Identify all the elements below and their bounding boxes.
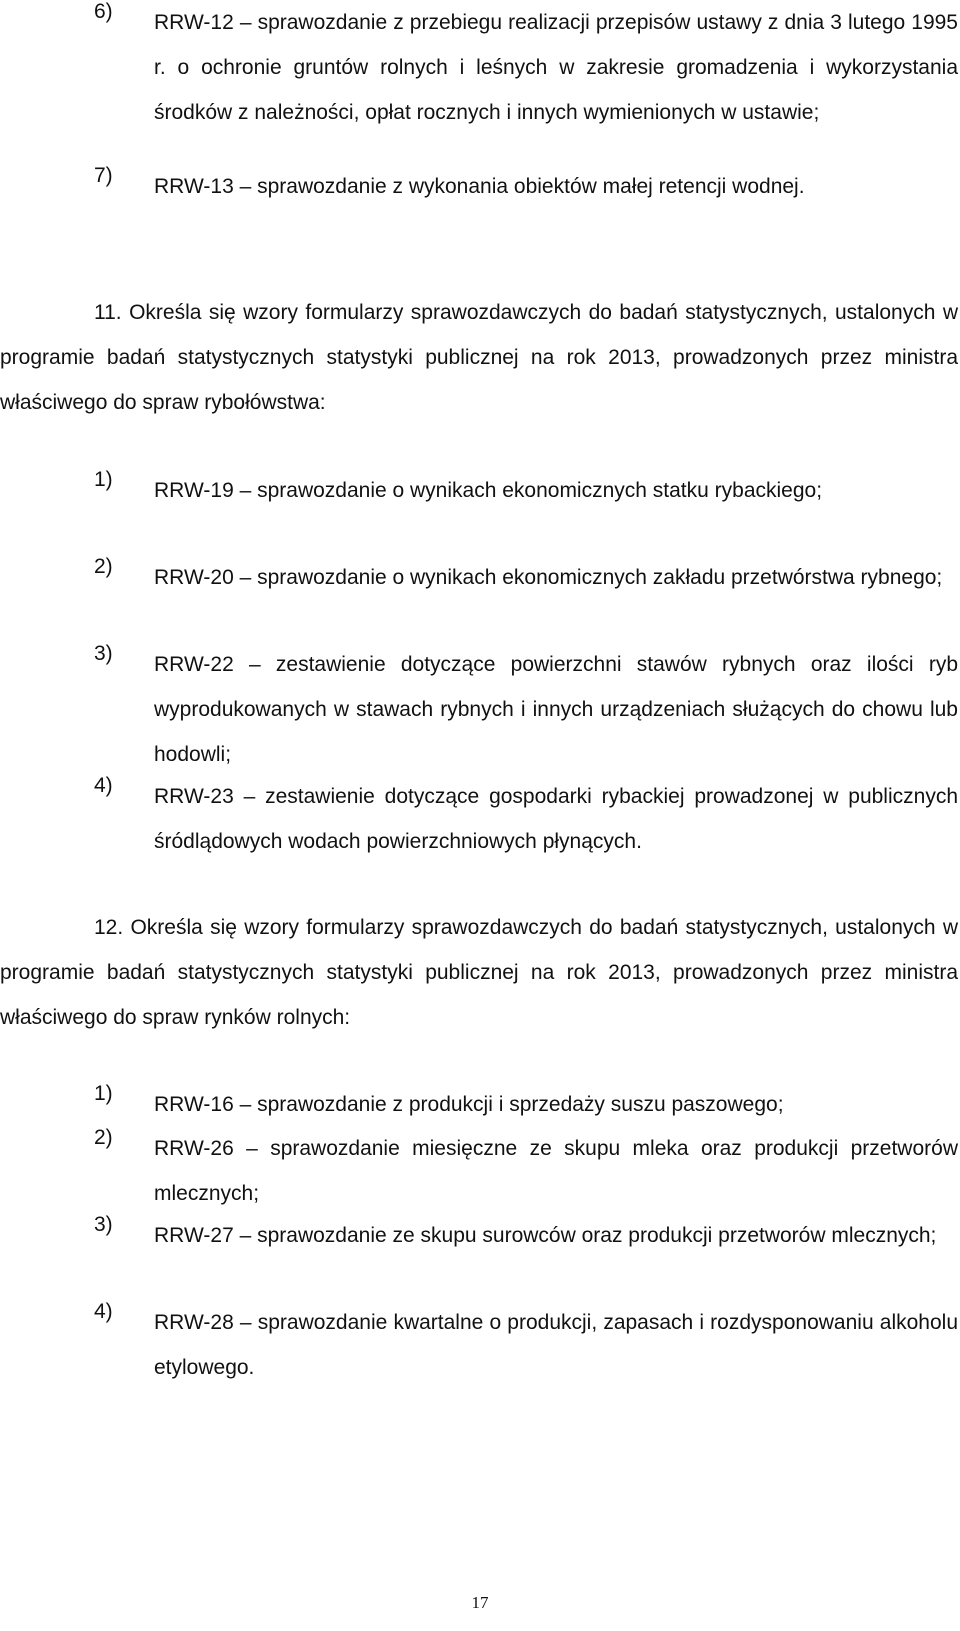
list-item-number: 1) xyxy=(94,468,113,491)
section-12-paragraph xyxy=(0,905,958,1040)
list-item-number: 1) xyxy=(94,1082,113,1105)
list-item xyxy=(94,642,958,777)
list-item xyxy=(94,0,958,135)
list-item xyxy=(94,1126,958,1216)
list-item-number: 3) xyxy=(94,1213,113,1236)
list-item-text: RRW-22 – zestawienie dotyczące powierzchni stawów rybnych oraz ilości ryb wyprodukowanych w stawach rybnych i innych urządzeniach służących do chowu lub hodowli; xyxy=(154,653,958,766)
page-number: 17 xyxy=(471,1593,489,1612)
section-11-paragraph xyxy=(0,290,958,425)
list-item-number: 2) xyxy=(94,555,113,578)
list-item-number: 4) xyxy=(94,1300,113,1323)
list-item-text: RRW-28 – sprawozdanie kwartalne o produkcji, zapasach i rozdysponowaniu alkoholu etylowego. xyxy=(154,1311,958,1379)
list-item-number: 7) xyxy=(94,164,113,187)
list-item-number: 4) xyxy=(94,774,113,797)
list-item xyxy=(94,1213,958,1258)
section-intro: Określa się wzory formularzy sprawozdawczych do badań statystycznych, ustalonych w programie badań statystycznych statystyki publicznej na rok 2013, prowadzonych przez ministra właściwego do spraw rybołówstwa: xyxy=(0,301,958,414)
list-item xyxy=(94,1082,958,1127)
list-item xyxy=(94,164,958,209)
list-item-text: RRW-12 – sprawozdanie z przebiegu realizacji przepisów ustawy z dnia 3 lutego 1995 r. o ochronie gruntów rolnych i leśnych w zakresie gromadzenia i wykorzystania środków z należności, opłat rocznych i innych wymienionych w ustawie; xyxy=(154,11,958,124)
list-item xyxy=(94,555,958,600)
list-item-text: RRW-19 – sprawozdanie o wynikach ekonomicznych statku rybackiego; xyxy=(154,479,823,502)
list-item-number: 3) xyxy=(94,642,113,665)
list-item-text: RRW-16 – sprawozdanie z produkcji i sprzedaży suszu paszowego; xyxy=(154,1093,784,1116)
list-item-text: RRW-20 – sprawozdanie o wynikach ekonomicznych zakładu przetwórstwa rybnego; xyxy=(154,566,943,589)
list-item-text: RRW-23 – zestawienie dotyczące gospodarki rybackiej prowadzonej w publicznych śródlądowych wodach powierzchniowych płynących. xyxy=(154,785,958,853)
section-number: 12. xyxy=(94,916,124,939)
list-item xyxy=(94,774,958,864)
list-item-number: 2) xyxy=(94,1126,113,1149)
list-item-text: RRW-13 – sprawozdanie z wykonania obiektów małej retencji wodnej. xyxy=(154,175,805,198)
list-item-text: RRW-26 – sprawozdanie miesięczne ze skupu mleka oraz produkcji przetworów mlecznych; xyxy=(154,1137,958,1205)
section-intro: Określa się wzory formularzy sprawozdawczych do badań statystycznych, ustalonych w programie badań statystycznych statystyki publicznej na rok 2013, prowadzonych przez ministra właściwego do spraw rynków rolnych: xyxy=(0,916,958,1029)
list-item-number: 6) xyxy=(94,0,113,23)
section-number: 11. xyxy=(94,301,122,324)
list-item xyxy=(94,468,958,513)
list-item xyxy=(94,1300,958,1390)
list-item-text: RRW-27 – sprawozdanie ze skupu surowców oraz produkcji przetworów mlecznych; xyxy=(154,1224,937,1247)
